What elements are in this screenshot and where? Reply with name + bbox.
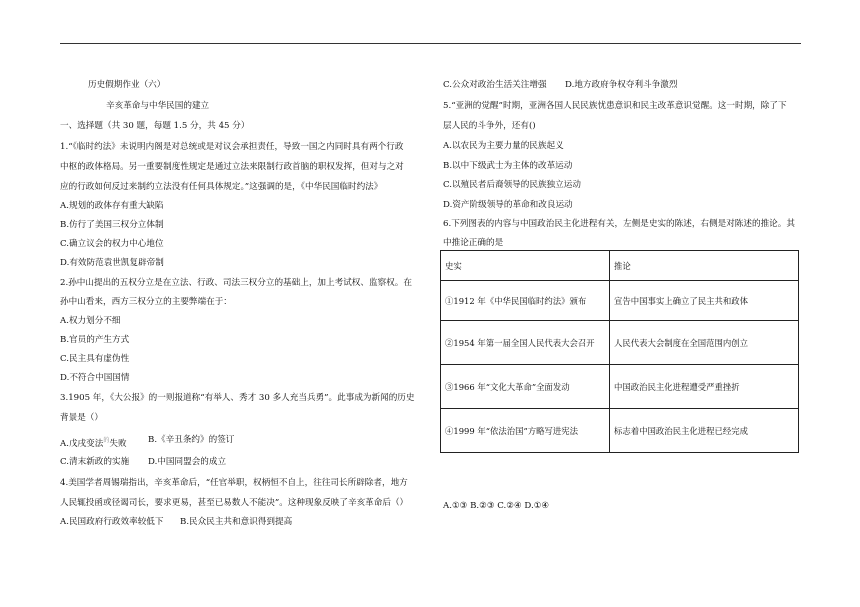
table-cell-inference: 宣告中国事实上确立了民主共和政体	[610, 281, 799, 321]
q3-option-c: C.清末新政的实施	[60, 457, 130, 467]
q5-option-d: D.资产阶级领导的革命和改良运动	[443, 200, 573, 210]
q3-text-line: 3.1905 年，《大公报》的一则报道称“有举人、秀才 30 多人充当兵勇”。此事成为新闻的历史	[60, 393, 415, 403]
q1-text-line: 1.“《临时约法》未说明内阁是对总统或是对议会承担责任，导致一国之内同时具有两个行政	[60, 142, 404, 152]
q1-text-line: 中枢的政体格局。另一重要制度性规定是通过立法来限制行政首脑的职权发挥，但对与之对	[60, 162, 404, 172]
table-header-fact: 史实	[441, 251, 610, 281]
q5-option-c: C.以殖民者后裔领导的民族独立运动	[443, 180, 581, 190]
table-cell-inference: 标志着中国政治民主化进程已经完成	[610, 409, 799, 453]
table-row	[441, 281, 799, 321]
q4-option-d: D.地方政府争权夺利斗争激烈	[565, 80, 678, 90]
q4-option-b: B.民众民主共和意识得到提高	[180, 517, 293, 527]
table-cell-inference: 中国政治民主化进程遭受严重挫折	[610, 365, 799, 409]
q3-option-a-glyph: 的	[103, 437, 110, 444]
page-subtitle: 辛亥革命与中华民国的建立	[106, 101, 210, 111]
q6-options: A.①③ B.②③ C.②④ D.①④	[443, 501, 550, 511]
q4-option-a: A.民国政府行政效率较低下	[60, 517, 164, 527]
q2-text-line: 2.孙中山提出的五权分立是在立法、行政、司法三权分立的基础上，加上考试权、监察权。在	[60, 278, 412, 288]
q4-text-line: 4.美国学者周锡瑞指出，辛亥革命后，“任官举职，权柄恒不自上，往往司长所辟除者，地方	[60, 478, 408, 488]
q4-option-c: C.公众对政治生活关注增强	[443, 80, 547, 90]
table-cell-fact: ①1912 年《中华民国临时约法》颁布	[441, 281, 610, 321]
table-row	[441, 365, 799, 409]
q3-option-d: D.中国同盟会的成立	[148, 457, 227, 467]
q5-text-line: 5.“亚洲的觉醒”时期，亚洲各国人民民族忧患意识和民主改革意识觉醒。这一时期，除了下	[443, 101, 787, 111]
header-rule	[60, 43, 801, 44]
section-heading: 一、选择题（共 30 题，每题 1.5 分，共 45 分）	[60, 121, 250, 131]
q2-option-c: C.民主具有虚伪性	[60, 354, 130, 364]
q5-text-line: 层人民的斗争外，还有()	[443, 121, 536, 131]
q5-option-a: A.以农民为主要力量的民族起义	[443, 141, 564, 151]
table-row	[441, 409, 799, 453]
q1-option-d: D.有效防范袁世凯复辟帝制	[60, 258, 164, 268]
table-row	[441, 321, 799, 365]
q5-option-b: B.以中下级武士为主体的改革运动	[443, 161, 573, 171]
q3-option-a	[60, 435, 127, 450]
q1-option-b: B.仿行了美国三权分立体制	[60, 220, 164, 230]
table-header-row	[441, 251, 799, 281]
q3-option-b: B.《辛丑条约》的签订	[148, 435, 235, 445]
table-header-inference: 推论	[610, 251, 799, 281]
table-cell-fact: ④1999 年“依法治国”方略写进宪法	[441, 409, 610, 453]
q6-text-line: 6.下列图表的内容与中国政治民主化进程有关，左侧是史实的陈述，右侧是对陈述的推论。其	[443, 219, 795, 229]
q3-text-line: 背景是（）	[60, 413, 103, 423]
q6-text-line: 中推论正确的是	[443, 238, 504, 248]
table-cell-fact: ②1954 年第一届全国人民代表大会召开	[441, 321, 610, 365]
page-title: 历史假期作业（六）	[88, 80, 166, 90]
q2-option-b: B.官员的产生方式	[60, 335, 130, 345]
table-cell-fact: ③1966 年“文化大革命”全面发动	[441, 365, 610, 409]
q1-option-a: A.规划的政体存有重大缺陷	[60, 201, 164, 211]
q3-option-a-tail: 失败	[109, 438, 127, 449]
q2-option-d: D.不符合中国国情	[60, 373, 130, 383]
q2-text-line: 孙中山看来，西方三权分立的主要弊端在于：	[60, 297, 232, 307]
q1-text-line: 应的行政如何反过来制约立法没有任何具体规定。”这强调的是，《中华民国临时约法》	[60, 182, 383, 192]
table-cell-inference: 人民代表大会制度在全国范围内创立	[610, 321, 799, 365]
q4-text-line: 人民辄投函或径谒司长，要求更易，甚至已易数人不能决”。这种现象反映了辛亥革命后（）	[60, 498, 409, 508]
q1-option-c: C.确立议会的权力中心地位	[60, 239, 164, 249]
q2-option-a: A.权力划分不细	[60, 316, 121, 326]
q6-table	[440, 250, 799, 453]
q3-option-a-text: A.戊戌变法	[60, 438, 104, 449]
